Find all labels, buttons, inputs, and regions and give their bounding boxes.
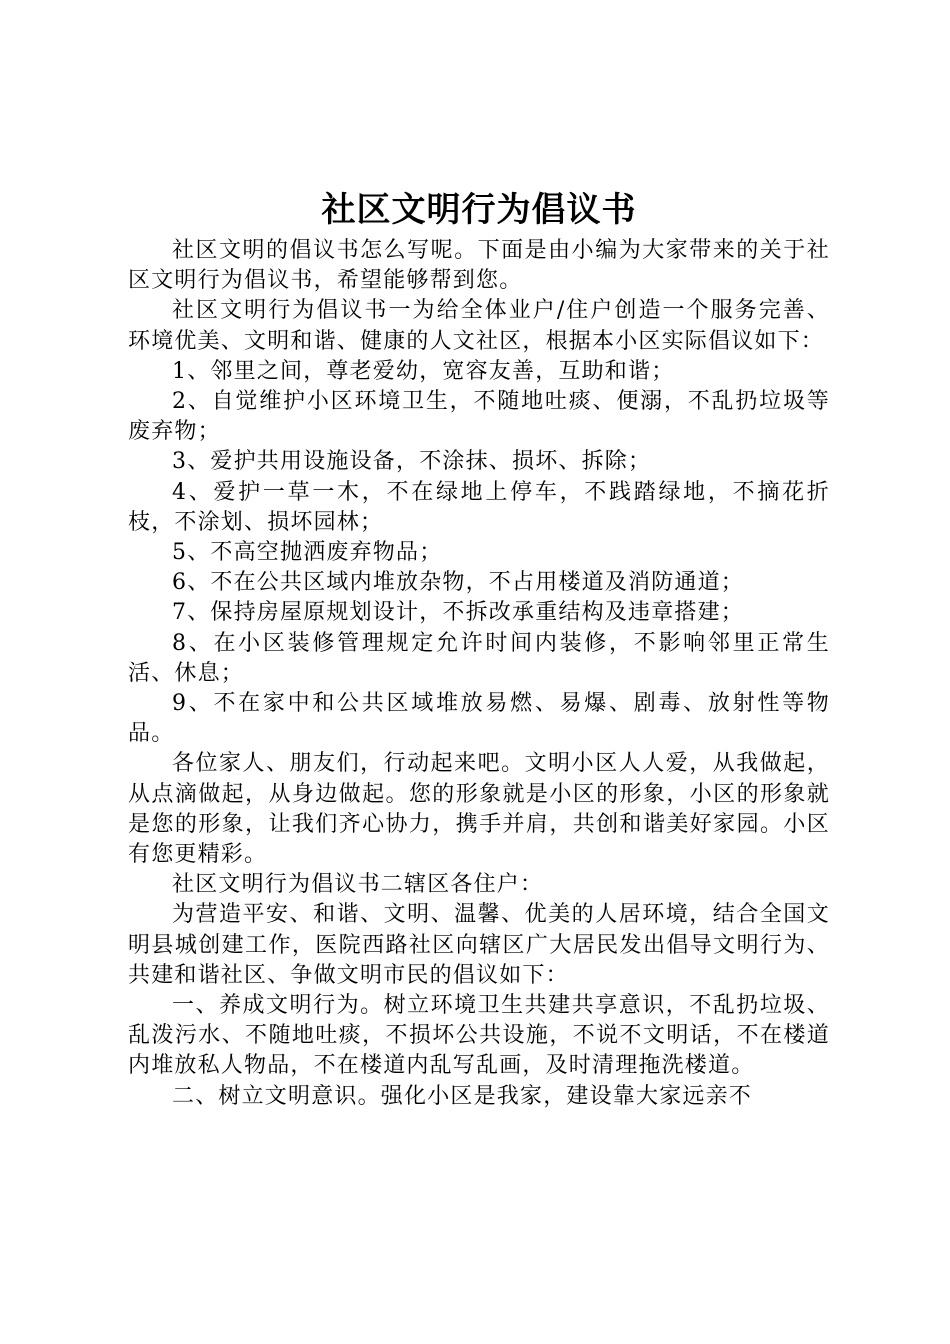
paragraph-proposal-two-heading: 社区文明行为倡议书二辖区各住户： [172,872,544,898]
paragraph-closing: 各位家人、朋友们，行动起来吧。文明小区人人爱，从我做起，从点滴做起，从身边做起。您的形象就是小区的形象，小区的形象就是您的形象，让我们齐心协力，携手并肩，共创和谐美好家园。小区有您更精彩。 [128,751,830,868]
document-page [128,0,830,1344]
list-item: 8、在小区装修管理规定允许时间内装修，不影响邻里正常生活、休息； [128,630,830,686]
paragraph-proposal-two-intro: 为营造平安、和谐、文明、温馨、优美的人居环境，结合全国文明县城创建工作，医院西路社区向辖区广大居民发出倡导文明行为、共建和谐社区、争做文明市民的倡议如下： [128,902,830,988]
list-item: 7、保持房屋原规划设计，不拆改承重结构及违章搭建； [172,600,744,626]
paragraph-section-one: 一、养成文明行为。树立环境卫生共建共享意识，不乱扔垃圾、乱泼污水、不随地吐痰，不损坏公共设施，不说不文明话，不在楼道内堆放私人物品，不在楼道内乱写乱画，及时清理拖洗楼道。 [128,993,830,1079]
list-item: 9、不在家中和公共区域堆放易燃、易爆、剧毒、放射性等物品。 [128,691,830,747]
document-body [128,236,830,1112]
list-item: 6、不在公共区域内堆放杂物，不占用楼道及消防通道； [172,570,744,596]
paragraph-proposal-one-intro: 社区文明行为倡议书一为给全体业户/住户创造一个服务完善、环境优美、文明和谐、健康的人文社区，根据本小区实际倡议如下： [128,298,830,354]
list-item: 3、爱护共用设施设备，不涂抹、损坏、拆除； [172,449,652,475]
paragraph-intro: 社区文明的倡议书怎么写呢。下面是由小编为大家带来的关于社区文明行为倡议书，希望能够帮到您。 [128,238,830,294]
list-item: 2、自觉维护小区环境卫生，不随地吐痰、便溺，不乱扔垃圾等废弃物； [128,389,830,445]
document-title: 社区文明行为倡议书 [321,190,637,230]
paragraph-section-two: 二、树立文明意识。强化小区是我家，建设靠大家远亲不 [172,1083,753,1109]
list-item: 1、邻里之间，尊老爱幼，宽容友善，互助和谐； [172,358,675,384]
list-item: 5、不高空抛洒废弃物品； [172,540,443,566]
list-item: 4、爱护一草一木，不在绿地上停车，不践踏绿地，不摘花折枝，不涂划、损坏园林； [128,479,830,535]
